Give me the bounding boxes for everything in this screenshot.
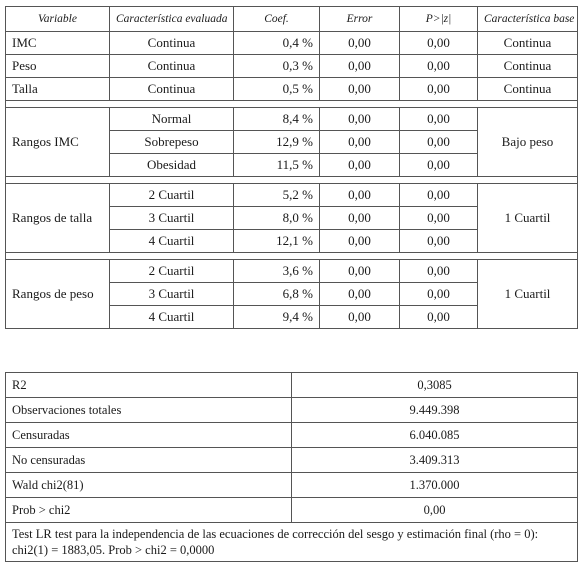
base-cell: Continua — [478, 55, 578, 78]
characteristic-cell: 2 Cuartil — [110, 184, 234, 207]
spacer-cell — [6, 253, 578, 260]
p-cell: 0,00 — [400, 131, 478, 154]
variable-cell: IMC — [6, 32, 110, 55]
stat-row — [6, 373, 578, 398]
stat-label: Prob > chi2 — [6, 498, 292, 523]
stat-value: 9.449.398 — [292, 398, 578, 423]
model-statistics-table — [5, 372, 578, 562]
error-cell: 0,00 — [320, 154, 400, 177]
characteristic-cell: Obesidad — [110, 154, 234, 177]
header-characteristic: Característica evaluada — [110, 7, 234, 32]
stat-value: 0,00 — [292, 498, 578, 523]
group-base-cell: 1 Cuartil — [478, 260, 578, 329]
error-cell: 0,00 — [320, 230, 400, 253]
error-cell: 0,00 — [320, 306, 400, 329]
spacer-cell — [6, 101, 578, 108]
p-cell: 0,00 — [400, 230, 478, 253]
error-cell: 0,00 — [320, 108, 400, 131]
error-cell: 0,00 — [320, 207, 400, 230]
stat-label: Wald chi2(81) — [6, 473, 292, 498]
spacer-cell — [6, 177, 578, 184]
stat-row — [6, 473, 578, 498]
stat-row — [6, 423, 578, 448]
stat-label: R2 — [6, 373, 292, 398]
p-cell: 0,00 — [400, 260, 478, 283]
base-cell: Continua — [478, 78, 578, 101]
coef-cell: 0,5 % — [234, 78, 320, 101]
characteristic-cell: 3 Cuartil — [110, 283, 234, 306]
group-variable-cell: Rangos de talla — [6, 184, 110, 253]
p-cell: 0,00 — [400, 184, 478, 207]
header-base: Característica base — [478, 7, 578, 32]
group-variable-cell: Rangos de peso — [6, 260, 110, 329]
coef-cell: 6,8 % — [234, 283, 320, 306]
stat-row — [6, 498, 578, 523]
stat-value: 6.040.085 — [292, 423, 578, 448]
stat-row — [6, 448, 578, 473]
coef-cell: 3,6 % — [234, 260, 320, 283]
stat-row — [6, 398, 578, 423]
characteristic-cell: Continua — [110, 78, 234, 101]
regression-results-table — [5, 6, 578, 329]
spacer-row — [6, 177, 578, 184]
p-cell: 0,00 — [400, 78, 478, 101]
stat-label: Censuradas — [6, 423, 292, 448]
p-cell: 0,00 — [400, 32, 478, 55]
characteristic-cell: Normal — [110, 108, 234, 131]
characteristic-cell: 3 Cuartil — [110, 207, 234, 230]
coef-cell: 0,4 % — [234, 32, 320, 55]
spacer-row — [6, 253, 578, 260]
variable-cell: Talla — [6, 78, 110, 101]
header-row — [6, 7, 578, 32]
lr-test-note: Test LR test para la independencia de las ecuaciones de corrección del sesgo y estimación final (rho = 0): chi2(1) = 1883,05. Prob > chi2 = 0,0000 — [6, 523, 578, 562]
error-cell: 0,00 — [320, 32, 400, 55]
error-cell: 0,00 — [320, 260, 400, 283]
stat-value: 0,3085 — [292, 373, 578, 398]
error-cell: 0,00 — [320, 184, 400, 207]
table-row — [6, 184, 578, 207]
table-row — [6, 32, 578, 55]
header-coef: Coef. — [234, 7, 320, 32]
p-cell: 0,00 — [400, 108, 478, 131]
spacer-row — [6, 101, 578, 108]
variable-cell: Peso — [6, 55, 110, 78]
table-row — [6, 260, 578, 283]
coef-cell: 5,2 % — [234, 184, 320, 207]
error-cell: 0,00 — [320, 131, 400, 154]
error-cell: 0,00 — [320, 283, 400, 306]
note-row — [6, 523, 578, 562]
coef-cell: 8,0 % — [234, 207, 320, 230]
p-cell: 0,00 — [400, 283, 478, 306]
stat-label: Observaciones totales — [6, 398, 292, 423]
characteristic-cell: Sobrepeso — [110, 131, 234, 154]
table-row — [6, 108, 578, 131]
characteristic-cell: Continua — [110, 55, 234, 78]
stat-value: 1.370.000 — [292, 473, 578, 498]
header-p-value: P>|z| — [400, 7, 478, 32]
p-cell: 0,00 — [400, 207, 478, 230]
group-base-cell: Bajo peso — [478, 108, 578, 177]
error-cell: 0,00 — [320, 78, 400, 101]
characteristic-cell: Continua — [110, 32, 234, 55]
coef-cell: 9,4 % — [234, 306, 320, 329]
table-row — [6, 55, 578, 78]
stat-value: 3.409.313 — [292, 448, 578, 473]
coef-cell: 8,4 % — [234, 108, 320, 131]
coef-cell: 11,5 % — [234, 154, 320, 177]
header-error: Error — [320, 7, 400, 32]
table-row — [6, 78, 578, 101]
p-cell: 0,00 — [400, 306, 478, 329]
group-variable-cell: Rangos IMC — [6, 108, 110, 177]
header-variable: Variable — [6, 7, 110, 32]
characteristic-cell: 2 Cuartil — [110, 260, 234, 283]
coef-cell: 12,9 % — [234, 131, 320, 154]
error-cell: 0,00 — [320, 55, 400, 78]
characteristic-cell: 4 Cuartil — [110, 230, 234, 253]
p-cell: 0,00 — [400, 154, 478, 177]
characteristic-cell: 4 Cuartil — [110, 306, 234, 329]
coef-cell: 12,1 % — [234, 230, 320, 253]
coef-cell: 0,3 % — [234, 55, 320, 78]
group-base-cell: 1 Cuartil — [478, 184, 578, 253]
stat-label: No censuradas — [6, 448, 292, 473]
p-cell: 0,00 — [400, 55, 478, 78]
base-cell: Continua — [478, 32, 578, 55]
